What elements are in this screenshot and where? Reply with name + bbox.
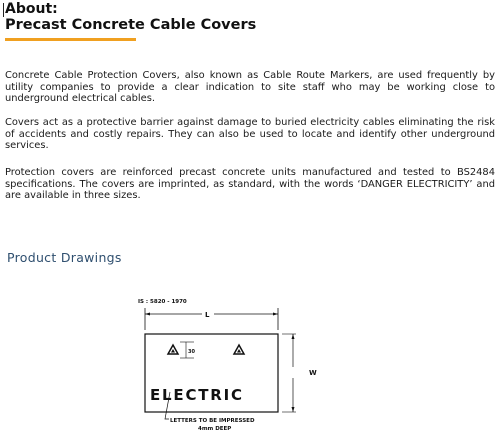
benefits-paragraph: Covers act as a protective barrier against damage to buried electricity cables eliminating the risk of accidents and costly repairs. They can also be used to locate and identify other underground services. [5, 117, 495, 152]
product-drawing [138, 294, 338, 440]
drawing-standard-label: IS : 5820 - 1970 [138, 299, 187, 305]
page-title: Precast Concrete Cable Covers [5, 17, 257, 33]
section-heading-product-drawings: Product Drawings [7, 250, 122, 265]
about-label: About: [5, 1, 58, 17]
intro-paragraph: Concrete Cable Protection Covers, also known as Cable Route Markers, are used frequently by utility companies to provide a clear indication to site staff who may be working close to underground electrical cables. [5, 70, 495, 105]
specification-paragraph: Protection covers are reinforced precast concrete units manufactured and tested to BS2484 specifications. The covers are imprinted, as standard, with the words ‘DANGER ELECTRICITY’ and are available in three sizes. [5, 167, 495, 202]
cover-impressed-text: ELECTRIC [150, 386, 244, 404]
length-dimension [145, 308, 278, 330]
width-dimension [282, 334, 317, 412]
text-cursor [3, 3, 4, 17]
length-label: L [205, 311, 210, 319]
note-line-1: LETTERS TO BE IMPRESSED [170, 418, 255, 424]
width-label: W [309, 369, 317, 377]
letter-height-dimension [180, 342, 195, 358]
title-underline [5, 38, 136, 41]
letter-height-label: 30 [188, 349, 195, 355]
warning-triangle-icon [168, 345, 178, 354]
note-line-2: 4mm DEEP [198, 426, 232, 432]
warning-triangle-icon [234, 345, 244, 354]
